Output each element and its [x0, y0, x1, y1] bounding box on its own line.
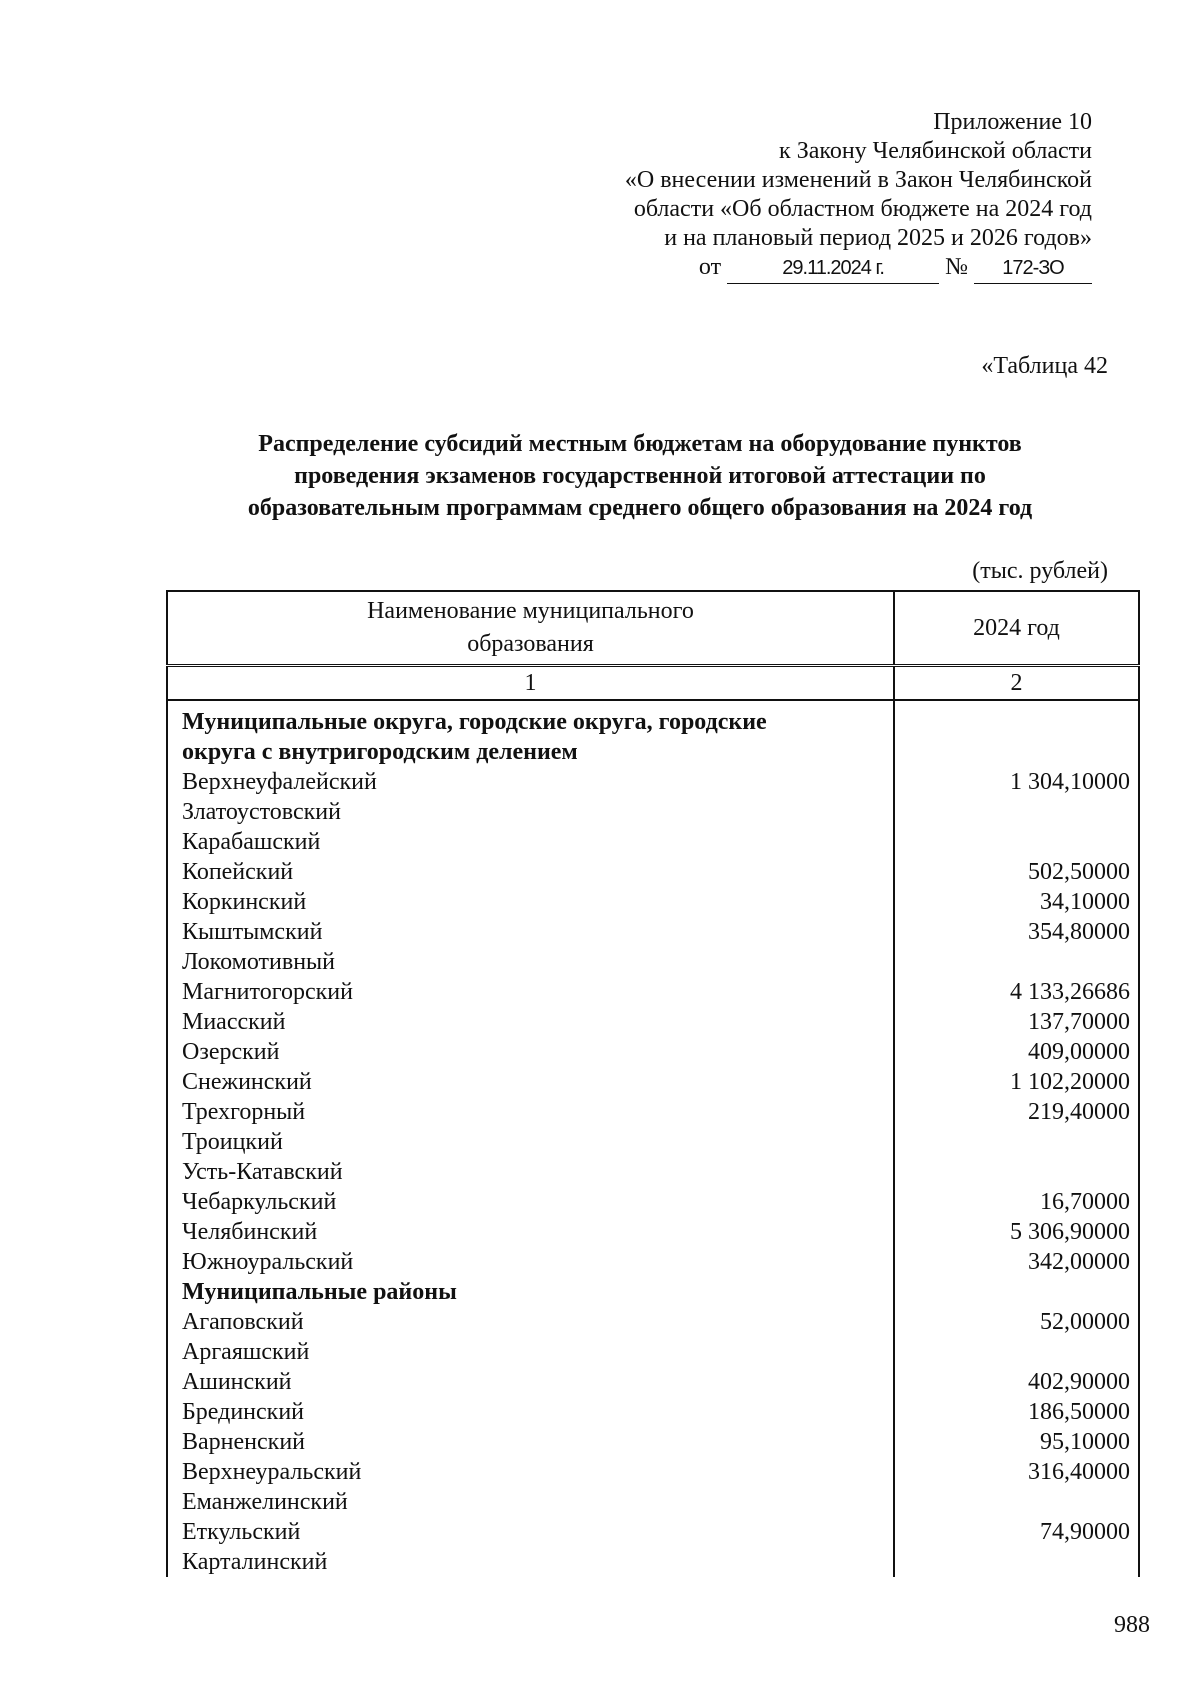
municipality-name: Карталинский [167, 1547, 894, 1577]
section-title: Муниципальные округа, городские округа, городские [167, 700, 894, 737]
subsidy-amount: 34,10000 [894, 887, 1139, 917]
header-line: Наименование муниципального [367, 598, 694, 624]
appendix-line: к Закону Челябинской области [779, 138, 1092, 164]
municipality-name: Еманжелинский [167, 1487, 894, 1517]
section-header-row [167, 737, 1139, 767]
table-row [167, 1547, 1139, 1577]
from-label: от [698, 254, 722, 280]
municipality-name: Ашинский [167, 1367, 894, 1397]
table-row [167, 1247, 1139, 1277]
table-row [167, 1187, 1139, 1217]
subsidy-table [166, 590, 1140, 1577]
table-row [167, 887, 1139, 917]
table-row [167, 1037, 1139, 1067]
document-title [170, 428, 1110, 524]
subsidy-amount: 4 133,26686 [894, 977, 1139, 1007]
municipality-name: Трехгорный [167, 1097, 894, 1127]
table-body [167, 700, 1139, 1577]
subsidy-amount [894, 1487, 1139, 1517]
subsidy-amount: 137,70000 [894, 1007, 1139, 1037]
title-line: Распределение субсидий местным бюджетам на оборудование пунктов [258, 431, 1022, 457]
table-row [167, 947, 1139, 977]
subsidy-amount: 342,00000 [894, 1247, 1139, 1277]
table-row [167, 1367, 1139, 1397]
subsidy-amount: 74,90000 [894, 1517, 1139, 1547]
section-value-cell [894, 700, 1139, 737]
section-title: Муниципальные районы [167, 1277, 894, 1307]
table-row [167, 1457, 1139, 1487]
table-row [167, 827, 1139, 857]
municipality-name: Агаповский [167, 1307, 894, 1337]
subsidy-amount: 16,70000 [894, 1187, 1139, 1217]
table-row [167, 1217, 1139, 1247]
appendix-line: области «Об областном бюджете на 2024 год [633, 196, 1092, 222]
subsidy-amount: 354,80000 [894, 917, 1139, 947]
municipality-name: Чебаркульский [167, 1187, 894, 1217]
municipality-name: Аргаяшский [167, 1337, 894, 1367]
appendix-line: и на плановый период 2025 и 2026 годов» [664, 225, 1092, 251]
subsidy-amount [894, 827, 1139, 857]
subsidy-amount: 219,40000 [894, 1097, 1139, 1127]
table-row [167, 1097, 1139, 1127]
table-row [167, 1397, 1139, 1427]
table-row [167, 1307, 1139, 1337]
appendix-line: Приложение 10 [933, 109, 1092, 135]
municipality-name: Карабашский [167, 827, 894, 857]
table-row [167, 977, 1139, 1007]
municipality-name: Верхнеуральский [167, 1457, 894, 1487]
number-label: № [945, 254, 968, 280]
title-line: образовательным программам среднего общего образования на 2024 год [247, 495, 1033, 521]
table-row [167, 917, 1139, 947]
municipality-name: Верхнеуфалейский [167, 767, 894, 797]
subsidy-amount: 95,10000 [894, 1427, 1139, 1457]
subsidy-amount: 5 306,90000 [894, 1217, 1139, 1247]
table-row [167, 1487, 1139, 1517]
subsidy-amount: 502,50000 [894, 857, 1139, 887]
subsidy-amount: 186,50000 [894, 1397, 1139, 1427]
column-header-year: 2024 год [894, 591, 1139, 666]
column-number-row [167, 666, 1139, 701]
municipality-name: Озерский [167, 1037, 894, 1067]
subsidy-amount: 52,00000 [894, 1307, 1139, 1337]
column-number-2: 2 [894, 666, 1139, 701]
subsidy-amount [894, 1547, 1139, 1577]
municipality-name: Златоустовский [167, 797, 894, 827]
subsidy-amount: 1 304,10000 [894, 767, 1139, 797]
subsidy-amount: 402,90000 [894, 1367, 1139, 1397]
municipality-name: Магнитогорский [167, 977, 894, 1007]
table-row [167, 1007, 1139, 1037]
title-line: проведения экзаменов государственной итоговой аттестации по [294, 463, 986, 489]
law-date: 29.11.2024 г. [727, 254, 939, 284]
page-number: 988 [1114, 1612, 1150, 1638]
municipality-name: Копейский [167, 857, 894, 887]
table-label: «Таблица 42 [981, 353, 1108, 379]
header-line: образования [467, 631, 594, 657]
municipality-name: Троицкий [167, 1127, 894, 1157]
column-number-1: 1 [167, 666, 894, 701]
table-row [167, 797, 1139, 827]
municipality-name: Челябинский [167, 1217, 894, 1247]
municipality-name: Миасский [167, 1007, 894, 1037]
municipality-name: Коркинский [167, 887, 894, 917]
subsidy-amount [894, 947, 1139, 977]
municipality-name: Кыштымский [167, 917, 894, 947]
table-row [167, 767, 1139, 797]
subsidy-amount [894, 1157, 1139, 1187]
municipality-name: Варненский [167, 1427, 894, 1457]
municipality-name: Локомотивный [167, 947, 894, 977]
table-row [167, 1517, 1139, 1547]
municipality-name: Усть-Катавский [167, 1157, 894, 1187]
municipality-name: Еткульский [167, 1517, 894, 1547]
table-row [167, 1127, 1139, 1157]
subsidy-amount [894, 1127, 1139, 1157]
section-title: округа с внутригородским делением [167, 737, 894, 767]
law-number: 172-ЗО [974, 254, 1092, 284]
table-row [167, 1337, 1139, 1367]
column-header-name [167, 591, 894, 666]
table-row [167, 1427, 1139, 1457]
law-reference [472, 253, 1092, 284]
section-value-cell [894, 737, 1139, 767]
table-header-row [167, 591, 1139, 666]
subsidy-amount [894, 1337, 1139, 1367]
municipality-name: Южноуральский [167, 1247, 894, 1277]
municipality-name: Снежинский [167, 1067, 894, 1097]
table-row [167, 857, 1139, 887]
table-row [167, 1157, 1139, 1187]
units-label: (тыс. рублей) [972, 558, 1108, 584]
subsidy-amount: 1 102,20000 [894, 1067, 1139, 1097]
section-header-row [167, 700, 1139, 737]
subsidy-amount [894, 797, 1139, 827]
appendix-line: «О внесении изменений в Закон Челябинской [624, 167, 1092, 193]
section-value-cell [894, 1277, 1139, 1307]
table-row [167, 1067, 1139, 1097]
appendix-header [472, 108, 1092, 284]
section-header-row [167, 1277, 1139, 1307]
subsidy-amount: 316,40000 [894, 1457, 1139, 1487]
municipality-name: Брединский [167, 1397, 894, 1427]
subsidy-amount: 409,00000 [894, 1037, 1139, 1067]
